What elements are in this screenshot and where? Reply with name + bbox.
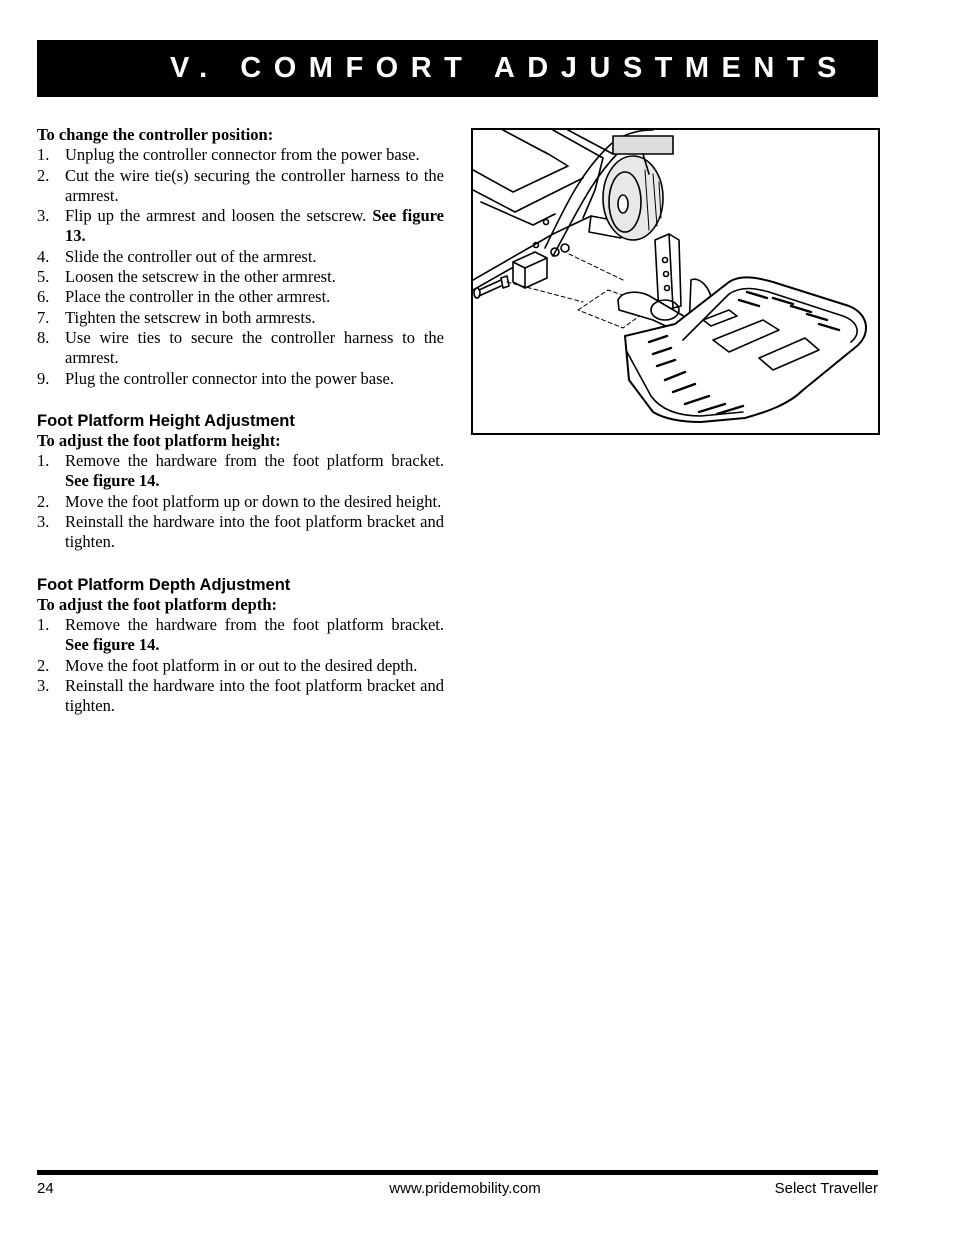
height-heading: Foot Platform Height Adjustment (37, 411, 295, 430)
step-text: Move the foot platform in or out to the desired depth. (65, 655, 418, 675)
step-text: Loosen the setscrew in the other armrest. (65, 267, 336, 287)
foot-platform-figure (471, 128, 880, 435)
step-number: 1. (37, 451, 50, 471)
step-item (37, 287, 444, 307)
foot-platform-illustration (473, 130, 878, 433)
page-number: 24 (37, 1180, 54, 1197)
section-title: V. COMFORT ADJUSTMENTS (170, 52, 849, 84)
controller-steps (37, 145, 444, 389)
figure-reference: See figure 14. (65, 635, 160, 655)
section-title-banner (37, 40, 878, 97)
step-number: 3. (37, 206, 50, 226)
product-name: Select Traveller (774, 1180, 878, 1197)
step-text: Unplug the controller connector from the power base. (65, 145, 420, 165)
step-text: Slide the controller out of the armrest. (65, 246, 317, 266)
step-item (37, 492, 444, 512)
step-number: 1. (37, 614, 50, 634)
step-number: 8. (37, 327, 50, 347)
height-lead: To adjust the foot platform height: (37, 430, 281, 450)
step-number: 2. (37, 491, 50, 511)
step-text: Plug the controller connector into the power base. (65, 368, 394, 388)
step-text: Remove the hardware from the foot platform bracket. (65, 614, 444, 634)
step-item (37, 615, 444, 656)
step-number: 2. (37, 655, 50, 675)
step-item (37, 328, 444, 369)
footer-rule (37, 1170, 878, 1175)
step-text: Flip up the armrest and loosen the setscrew. (65, 206, 367, 226)
step-text: Move the foot platform up or down to the desired height. (65, 491, 442, 511)
footer-url: www.pridemobility.com (389, 1180, 541, 1197)
step-item (37, 369, 444, 389)
step-number: 7. (37, 307, 50, 327)
step-item (37, 656, 444, 676)
step-item (37, 308, 444, 328)
step-text: Place the controller in the other armrest. (65, 287, 331, 307)
step-number: 5. (37, 267, 50, 287)
step-text: Reinstall the hardware into the foot platform bracket and tighten. (65, 512, 444, 552)
step-item (37, 145, 444, 165)
step-text: Tighten the setscrew in both armrests. (65, 307, 316, 327)
step-number: 1. (37, 145, 50, 165)
step-text: Use wire ties to secure the controller harness to the armrest. (65, 327, 444, 368)
step-text: Remove the hardware from the foot platform bracket. (65, 451, 444, 471)
controller-lead: To change the controller position: (37, 125, 274, 144)
step-item (37, 451, 444, 492)
depth-heading: Foot Platform Depth Adjustment (37, 575, 291, 594)
step-text: Cut the wire tie(s) securing the controller harness to the armrest. (65, 165, 444, 205)
step-item (37, 206, 444, 247)
instructions-column (37, 125, 444, 716)
step-text: Reinstall the hardware into the foot platform bracket and tighten. (65, 675, 444, 716)
step-item (37, 676, 444, 717)
step-item (37, 247, 444, 267)
figure-reference: See figure 14. (65, 471, 160, 491)
depth-lead: To adjust the foot platform depth: (37, 594, 278, 614)
step-number: 3. (37, 675, 50, 695)
figure-reference: See figure 13. (65, 206, 444, 246)
step-number: 6. (37, 287, 50, 307)
step-item (37, 267, 444, 287)
step-item (37, 166, 444, 207)
step-number: 2. (37, 165, 50, 185)
height-steps (37, 451, 444, 552)
step-number: 4. (37, 246, 50, 266)
depth-steps (37, 615, 444, 716)
step-item (37, 512, 444, 553)
step-number: 3. (37, 512, 50, 532)
step-number: 9. (37, 368, 50, 388)
